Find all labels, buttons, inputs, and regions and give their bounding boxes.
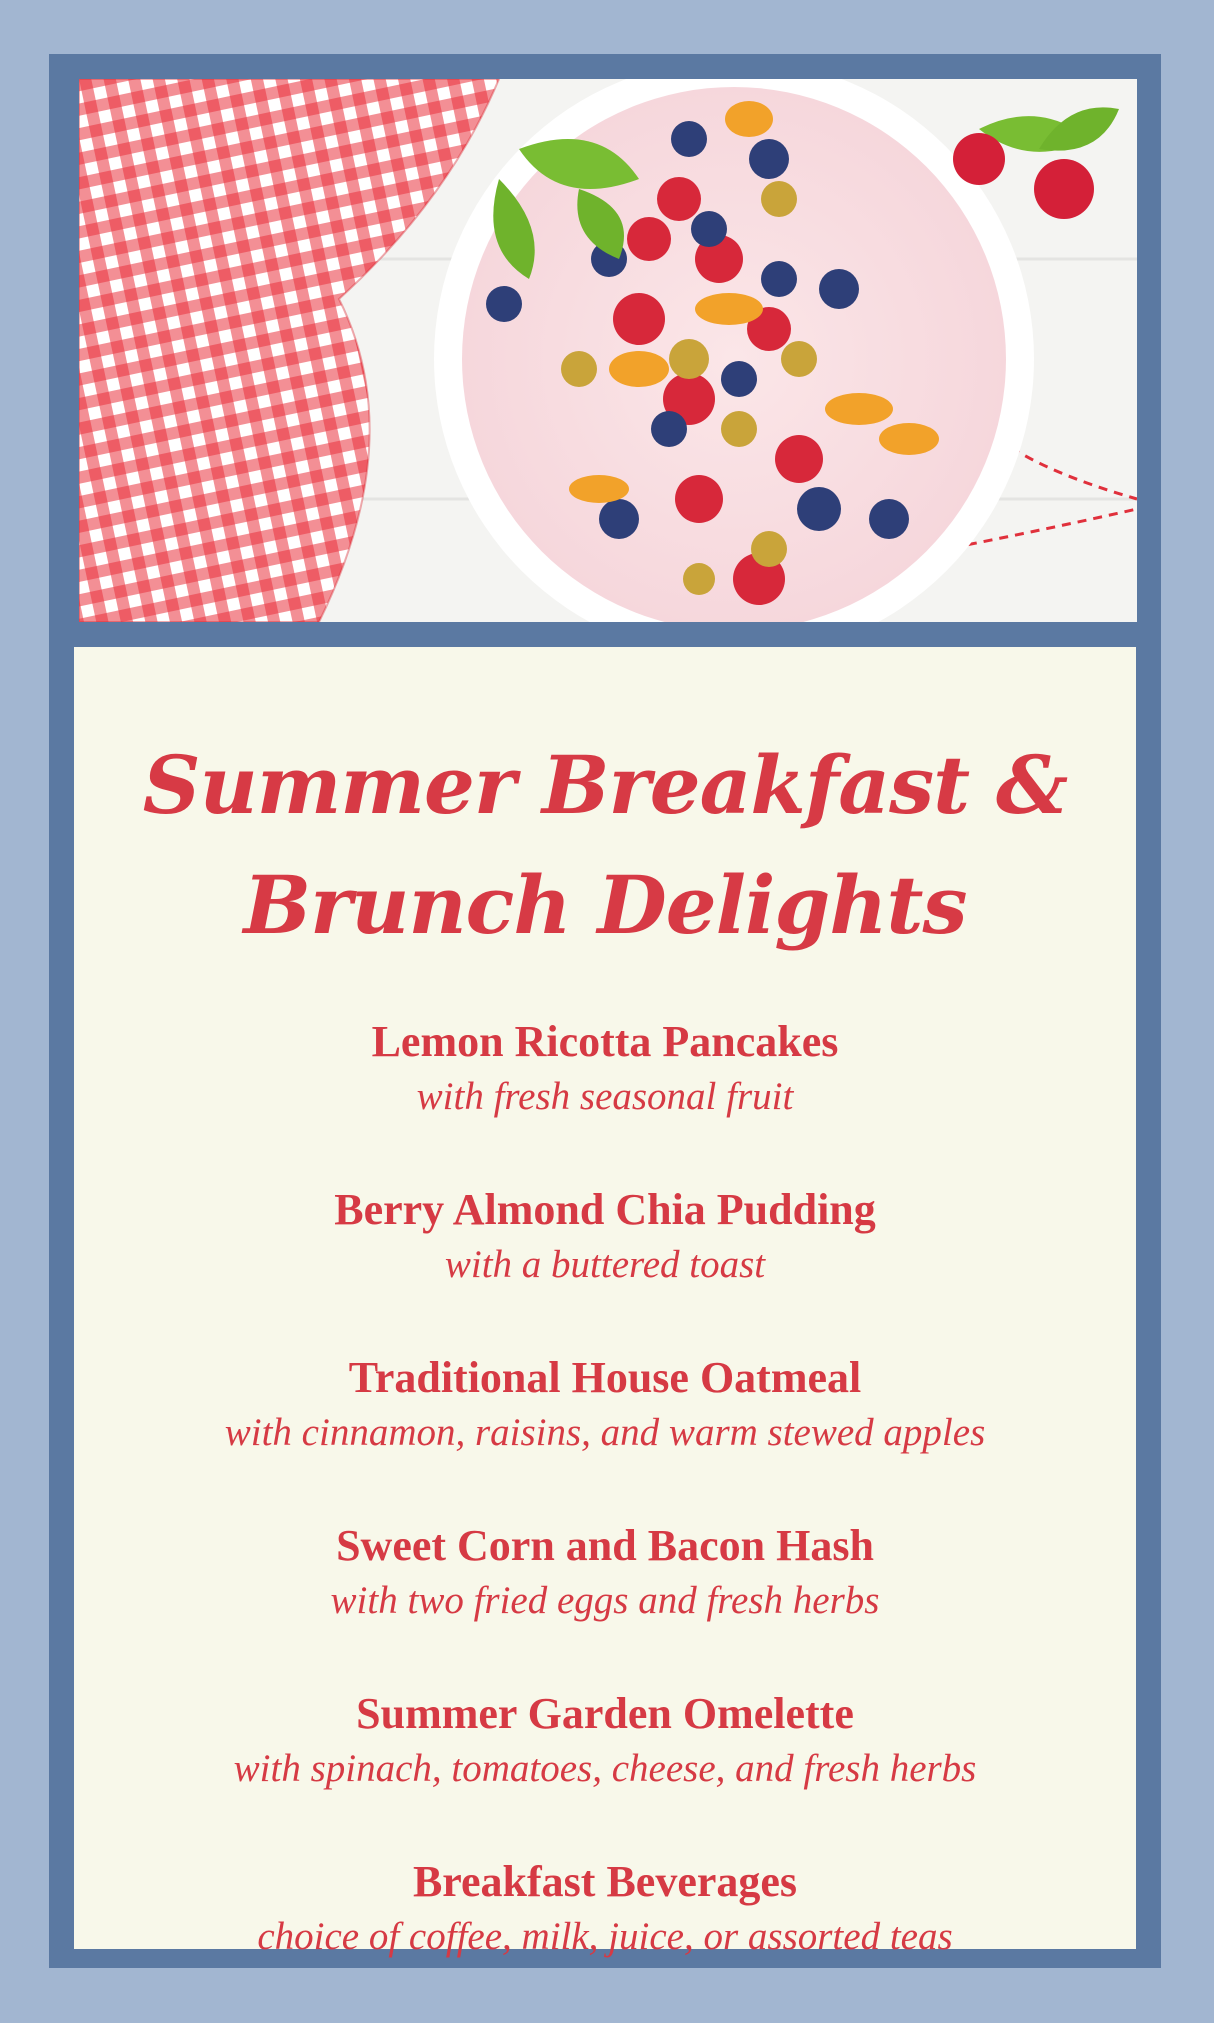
menu-item-description: with two fried eggs and fresh herbs — [330, 1579, 880, 1622]
menu-items — [74, 1015, 1136, 2023]
menu-item-name: Breakfast Beverages — [412, 1857, 798, 1906]
menu-item-description: with fresh seasonal fruit — [416, 1075, 794, 1118]
menu-title-line1: Summer Breakfast & — [142, 738, 1068, 832]
menu-item-name: Berry Almond Chia Pudding — [334, 1185, 876, 1234]
menu-item — [74, 1351, 1136, 1519]
menu-item — [74, 1855, 1136, 2023]
menu-item — [74, 1687, 1136, 1855]
menu-item-description: with spinach, tomatoes, cheese, and fresh herbs — [233, 1747, 977, 1790]
menu-frame — [49, 54, 1161, 1968]
menu-item-description: with cinnamon, raisins, and warm stewed apples — [224, 1411, 986, 1454]
menu-item — [74, 1015, 1136, 1183]
menu-item-name: Lemon Ricotta Pancakes — [371, 1017, 839, 1066]
menu-item-name: Traditional House Oatmeal — [348, 1353, 862, 1402]
menu-item — [74, 1183, 1136, 1351]
menu-title — [74, 647, 1136, 965]
smoothie-bowl-photo — [79, 79, 1137, 622]
menu-item-name: Summer Garden Omelette — [356, 1689, 854, 1738]
menu-card — [74, 647, 1136, 1958]
menu-item-description: with a buttered toast — [444, 1243, 766, 1286]
menu-title-line2: Brunch Delights — [243, 858, 967, 952]
menu-item — [74, 1519, 1136, 1687]
menu-item-name: Sweet Corn and Bacon Hash — [336, 1521, 874, 1570]
menu-item-description: choice of coffee, milk, juice, or assorted teas — [257, 1915, 953, 1958]
